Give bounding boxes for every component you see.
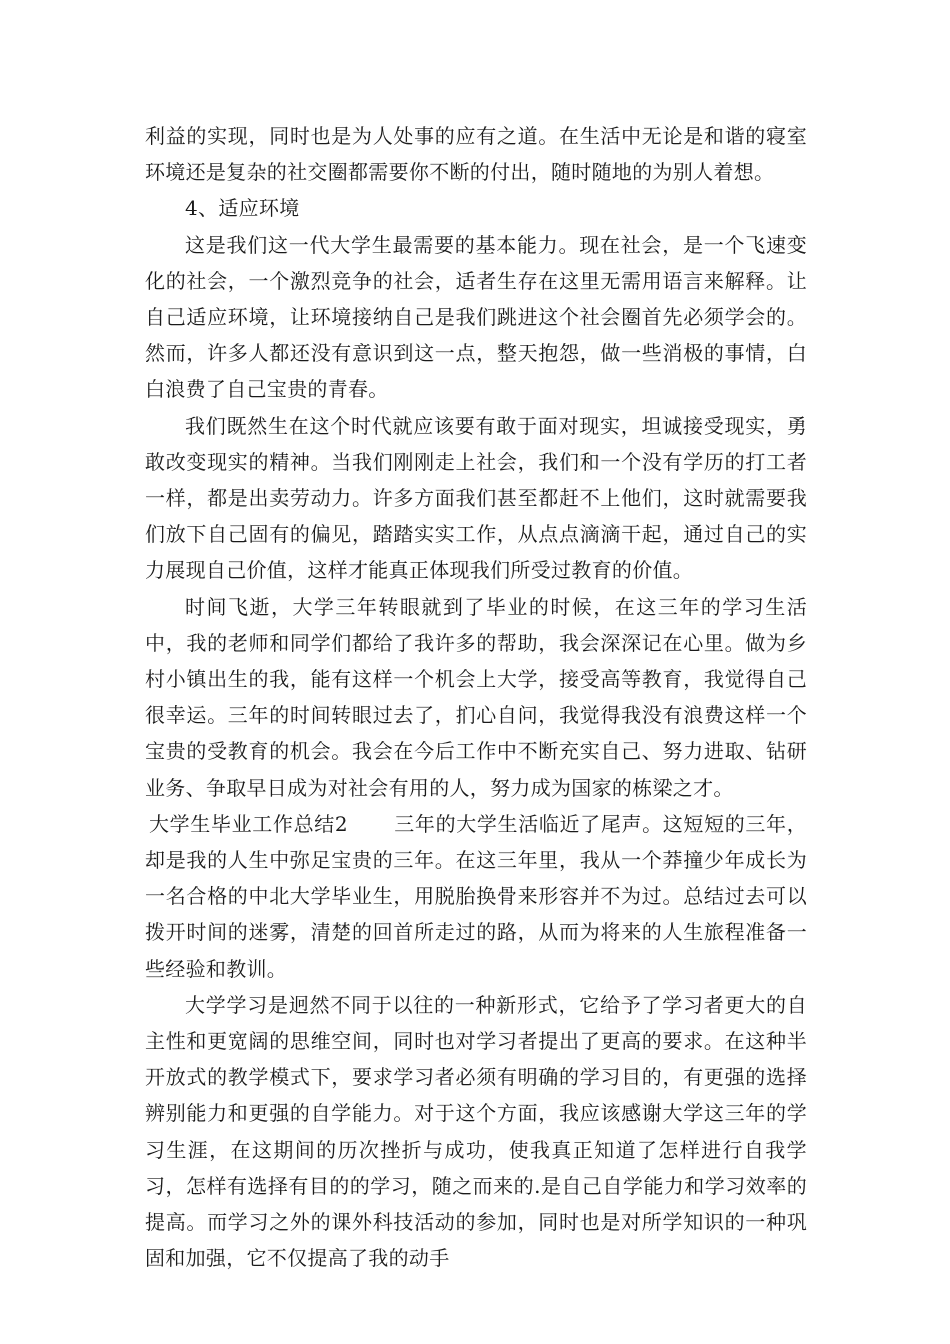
paragraph-university-study: 大学学习是迥然不同于以往的一种新形式，它给予了学习者更大的自主性和更宽阔的思维空间，同时也对学习者提出了更高的要求。在这种半开放式的教学模式下，要求学习者必须有明确的学习目的，有更强的选择辨别能力和更强的自学能力。对于这个方面，我应该感谢大学这三年的学习生涯，在这期间的历次挫折与成功，使我真正知道了怎样进行自我学习，怎样有选择有目的的学习，随之而来的.是自己自学能力和学习效率的提高。而学习之外的课外科技活动的参加，同时也是对所学知识的一种巩固和加强，它不仅提高了我的动手 — [145, 992, 807, 1271]
section-heading-adapt-environment: 4、适应环境 — [185, 196, 300, 221]
paragraph-face-reality: 我们既然生在这个时代就应该要有敢于面对现实，坦诚接受现实，勇敢改变现实的精神。当我们刚刚走上社会，我们和一个没有学历的打工者一样，都是出卖劳动力。许多方面我们甚至都赶不上他们，这时就需要我们放下自己固有的偏见，踏踏实实工作，从点点滴滴干起，通过自己的实力展现自己价值，这样才能真正体现我们所受过教育的价值。 — [145, 413, 807, 583]
paragraph-time-flies: 时间飞逝，大学三年转眼就到了毕业的时候，在这三年的学习生活中，我的老师和同学们都给了我许多的帮助，我会深深记在心里。做为乡村小镇出生的我，能有这样一个机会上大学，接受高等教育，我觉得自己很幸运。三年的时间转眼过去了，扪心自问，我觉得我没有浪费这样一个宝贵的受教育的机会。我会在今后工作中不断充实自己、努力进取、钻研业务、争取早日成为对社会有用的人，努力成为国家的栋梁之才。 — [145, 594, 807, 800]
section-title: 大学生毕业工作总结2 — [149, 811, 348, 836]
document-body — [145, 118, 807, 1277]
section-title-line — [145, 806, 807, 987]
paragraph-three-years: 三年的大学生活临近了尾声。这短短的三年，却是我的人生中弥足宝贵的三年。在这三年里，我从一个莽撞少年成长为一名合格的中北大学毕业生，用脱胎换骨来形容并不为过。总结过去可以拨开时间的迷雾，清楚的回首所走过的路，从而为将来的人生旅程准备一些经验和教训。 — [145, 811, 808, 981]
paragraph-continuation: 利益的实现，同时也是为人处事的应有之道。在生活中无论是和谐的寝室环境还是复杂的社交圈都需要你不断的付出，随时随地的为别人着想。 — [145, 124, 807, 185]
paragraph-adapt-environment: 这是我们这一代大学生最需要的基本能力。现在社会，是一个飞速变化的社会，一个激烈竞争的社会，适者生存在这里无需用语言来解释。让自己适应环境，让环境接纳自己是我们跳进这个社会圈首先必须学会的。然而，许多人都还没有意识到这一点，整天抱怨，做一些消极的事情，白白浪费了自己宝贵的青春。 — [145, 232, 807, 402]
